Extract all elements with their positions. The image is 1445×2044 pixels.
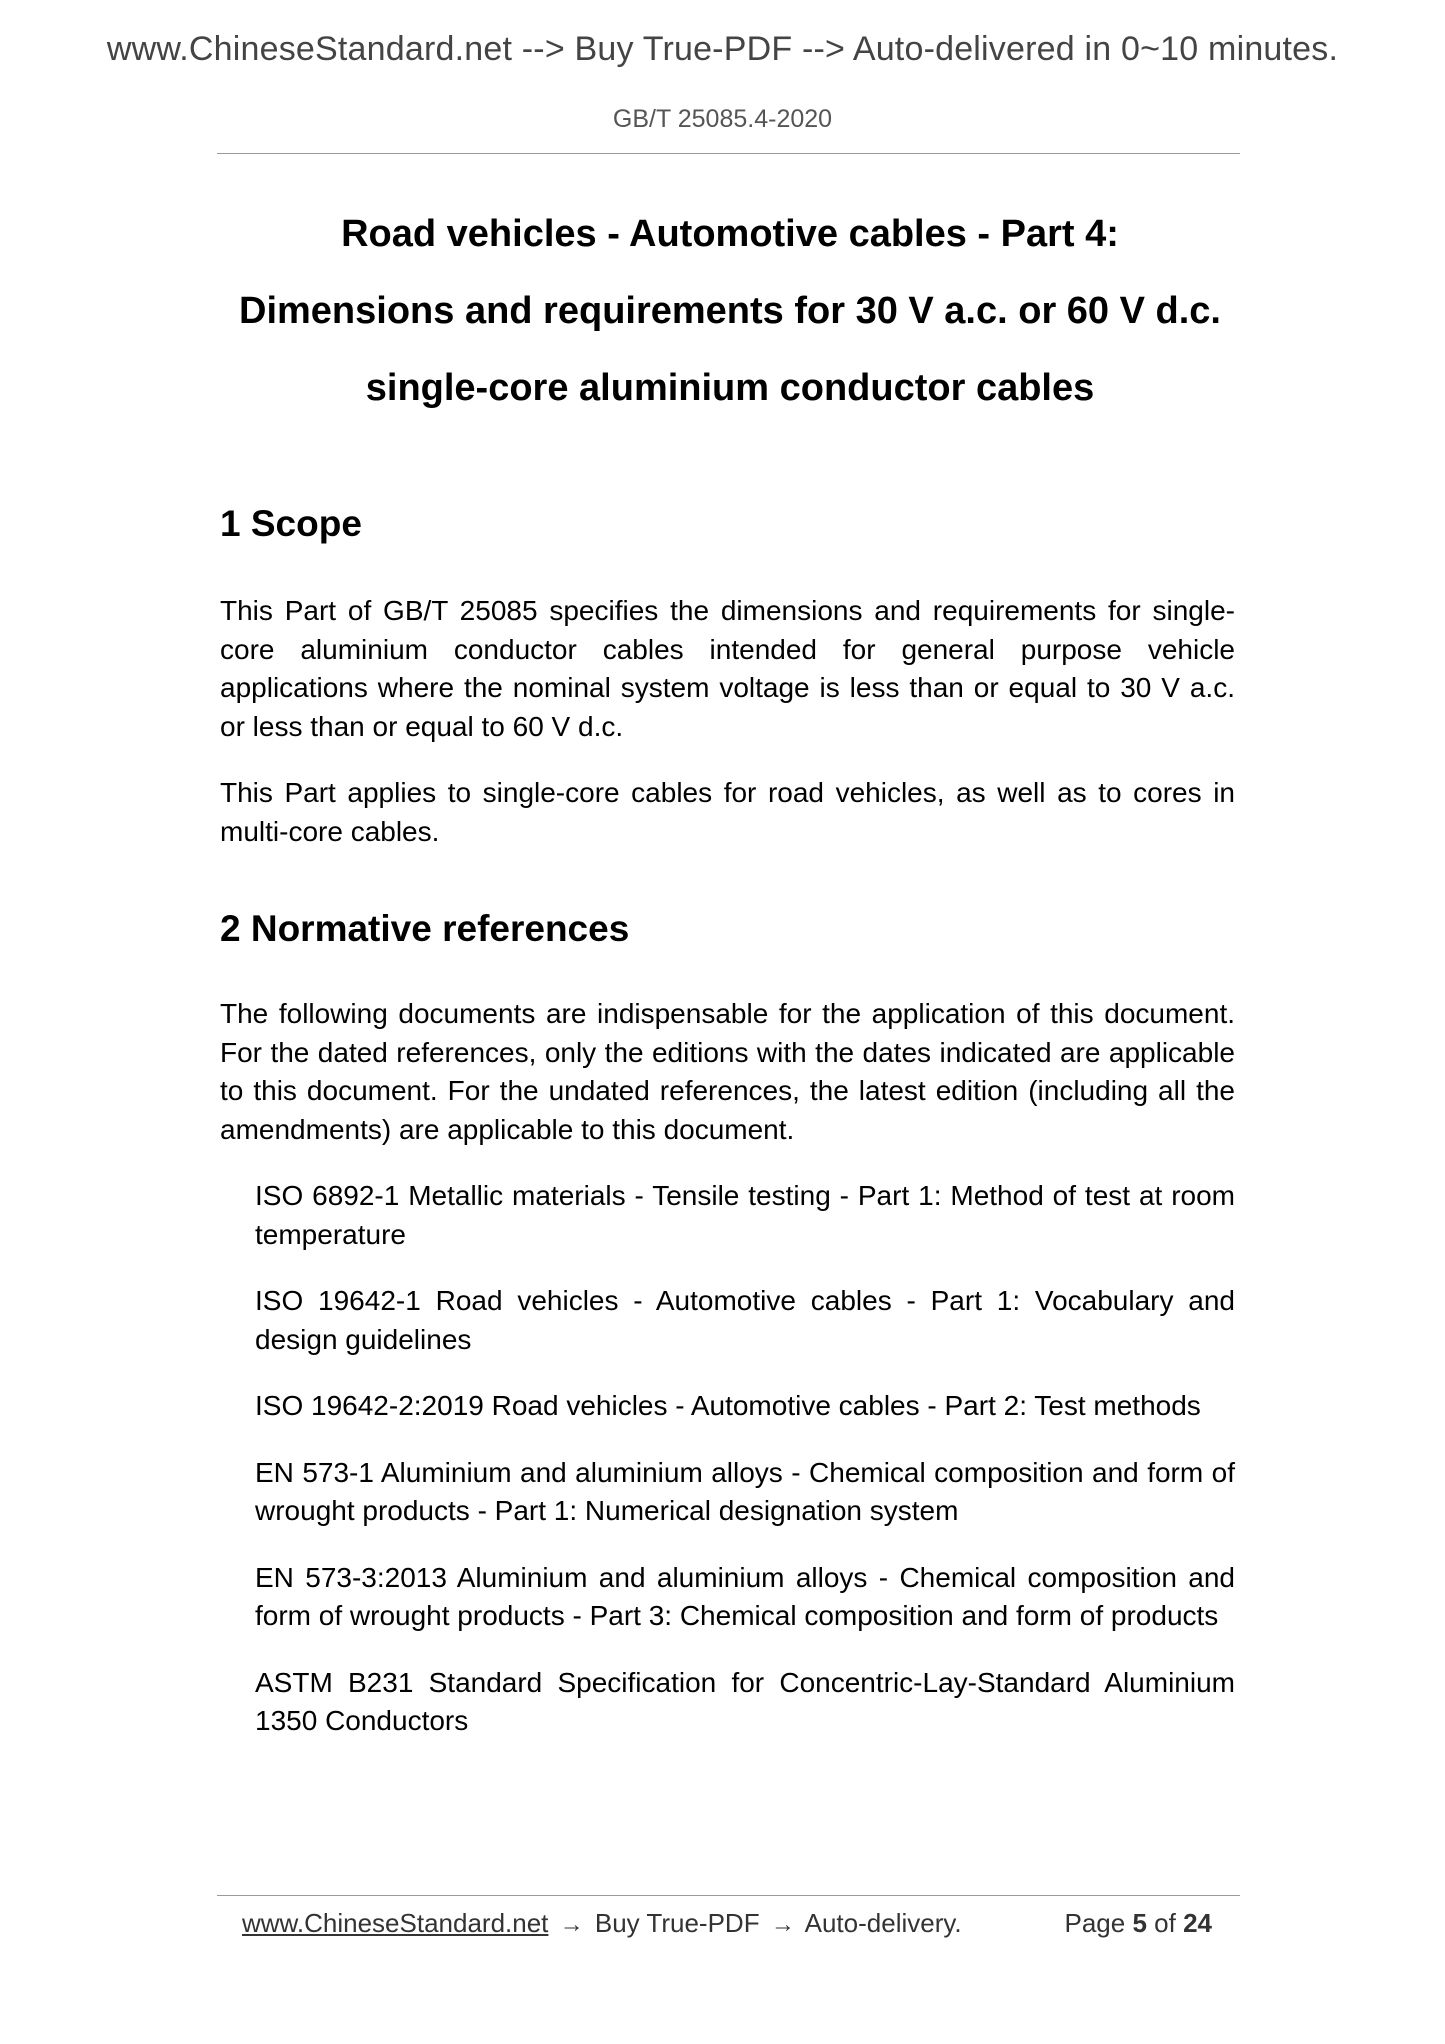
title-line-3: single-core aluminium conductor cables (365, 367, 1095, 409)
reference-item: EN 573-3:2013 Aluminium and aluminium alloys - Chemical composition and form of wrought products - Part 3: Chemical composition and form of products (255, 1561, 1235, 1631)
page-label: Page (1064, 1908, 1126, 1938)
footer-delivery-text: Auto-delivery. (804, 1908, 962, 1938)
document-body (220, 500, 1235, 1769)
reference-item: ISO 6892-1 Metallic materials - Tensile testing - Part 1: Method of test at room temperature (255, 1180, 1235, 1250)
arrow-right-icon: → (770, 1911, 795, 1938)
document-code: GB/T 25085.4-2020 (612, 105, 833, 133)
reference-item: ASTM B231 Standard Specification for Concentric-Lay-Standard Aluminium 1350 Conductors (255, 1666, 1235, 1736)
footer-buy-text: Buy True-PDF (594, 1908, 760, 1938)
section-heading-scope: 1 Scope (220, 503, 362, 544)
reference-item: ISO 19642-1 Road vehicles - Automotive cables - Part 1: Vocabulary and design guidelines (255, 1285, 1235, 1355)
reference-list (220, 1177, 1235, 1741)
document-title (150, 205, 1310, 436)
page-footer (242, 1908, 1212, 1939)
page-of: of (1154, 1908, 1176, 1938)
page-number (1064, 1908, 1212, 1939)
scope-paragraph: This Part of GB/T 25085 specifies the dimensions and requirements for single-core aluminium conductor cables intended for general purpose vehicle applications where the nominal system voltage is less than or equal to 30 V a.c. or less than or equal to 60 V d.c. (220, 595, 1235, 742)
arrow-right-icon: → (559, 1911, 584, 1938)
reference-item: EN 573-1 Aluminium and aluminium alloys - Chemical composition and form of wrought products - Part 1: Numerical designation system (255, 1456, 1235, 1526)
footer-site-link[interactable]: www.ChineseStandard.net (242, 1908, 549, 1938)
footer-divider (217, 1895, 1240, 1896)
scope-paragraph: This Part applies to single-core cables for road vehicles, as well as to cores in multi-core cables. (220, 777, 1235, 847)
header-divider (217, 153, 1240, 154)
title-line-2: Dimensions and requirements for 30 V a.c. or 60 V d.c. (239, 290, 1221, 332)
page-total: 24 (1183, 1908, 1212, 1938)
section-heading-normative-references: 2 Normative references (220, 908, 630, 949)
references-intro: The following documents are indispensable for the application of this document. For the dated references, only the editions with the dates indicated are applicable to this document. For the undated references, the latest edition (including all the amendments) are applicable to this document. (220, 998, 1235, 1145)
title-line-1: Road vehicles - Automotive cables - Part 4: (341, 213, 1119, 255)
reference-item: ISO 19642-2:2019 Road vehicles - Automotive cables - Part 2: Test methods (255, 1390, 1201, 1421)
page-current: 5 (1132, 1908, 1147, 1938)
top-banner[interactable]: www.ChineseStandard.net --> Buy True-PDF --> Auto-delivered in 0~10 minutes. (106, 30, 1339, 68)
